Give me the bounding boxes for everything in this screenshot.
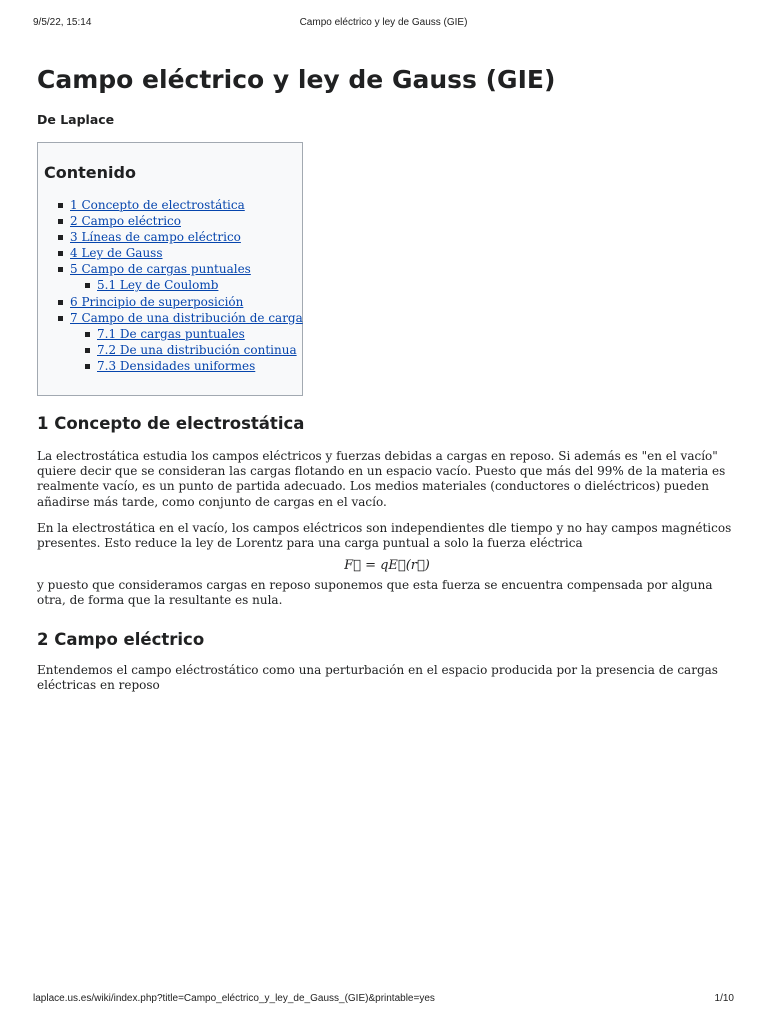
bullet-icon <box>58 267 63 272</box>
toc-item <box>44 229 302 245</box>
toc-item <box>44 261 302 277</box>
toc-link-coulomb[interactable]: 5.1 Ley de Coulomb <box>97 278 219 293</box>
bullet-icon <box>58 251 63 256</box>
toc-subitem <box>44 358 302 374</box>
toc-link-cargas-puntuales[interactable]: 7.1 De cargas puntuales <box>97 326 245 341</box>
paragraph: La electrostática estudia los campos eléctricos y fuerzas debidas a cargas en reposo. Si además es "en el vacío" quiere decir que se consideran las cargas flotando en un espacio vacío. Puesto que más del 99% de la materia es realmente vacío, es un punto de partida adecuado. Los medios materiales (conductores o dieléctricos) pueden añadirse más tarde, como conjunto de cargas en el vacío. <box>37 449 726 509</box>
lorentz-formula: F⃗ = qE⃗(r⃗) <box>344 558 430 574</box>
print-url: laplace.us.es/wiki/index.php?title=Campo_eléctrico_y_ley_de_Gauss_(GIE)&printable=yes <box>33 993 435 1004</box>
section-heading-concepto: 1 Concepto de electrostática <box>37 414 305 433</box>
toc-link-continua[interactable]: 7.2 De una distribución continua <box>97 342 297 357</box>
toc-subitem <box>44 326 302 342</box>
toc-link-puntuales[interactable]: 5 Campo de cargas puntuales <box>70 262 251 277</box>
paragraph: En la electrostática en el vacío, los campos eléctricos son independientes dle tiempo y no hay campos magnéticos presentes. Esto reduce la ley de Lorentz para una carga puntual a solo la fuerza eléctrica <box>37 520 732 551</box>
toc-link-superposicion[interactable]: 6 Principio de superposición <box>70 294 244 309</box>
toc-subitem <box>44 342 302 358</box>
bullet-icon <box>58 316 63 321</box>
toc-list <box>44 197 302 374</box>
toc-item <box>44 213 302 229</box>
bullet-icon <box>58 219 63 224</box>
page-number: 1/10 <box>714 993 734 1004</box>
page-title: Campo eléctrico y ley de Gauss (GIE) <box>37 65 556 94</box>
bullet-icon <box>85 332 90 337</box>
toc-item <box>44 197 302 213</box>
bullet-icon <box>85 364 90 369</box>
bullet-icon <box>58 300 63 305</box>
print-header <box>33 17 734 31</box>
print-date: 9/5/22, 15:14 <box>33 17 92 28</box>
toc-heading: Contenido <box>44 163 136 182</box>
toc-link-uniformes[interactable]: 7.3 Densidades uniformes <box>97 358 256 373</box>
toc-link-lineas[interactable]: 3 Líneas de campo eléctrico <box>70 230 241 245</box>
bullet-icon <box>85 348 90 353</box>
toc-link-concepto[interactable]: 1 Concepto de electrostática <box>70 198 245 212</box>
bullet-icon <box>85 283 90 288</box>
toc-item <box>44 310 302 326</box>
toc-item <box>44 245 302 261</box>
toc-link-gauss[interactable]: 4 Ley de Gauss <box>70 246 163 261</box>
bullet-icon <box>58 235 63 240</box>
toc-subitem <box>44 277 302 293</box>
paragraph: Entendemos el campo eléctrostático como una perturbación en el espacio producida por la presencia de cargas eléctricas en reposo <box>37 662 718 692</box>
article-content <box>37 62 737 693</box>
print-footer <box>33 993 734 1007</box>
print-title: Campo eléctrico y ley de Gauss (GIE) <box>299 17 468 28</box>
page-subtitle: De Laplace <box>37 112 115 127</box>
paragraph: y puesto que consideramos cargas en reposo suponemos que esta fuerza se encuentra compensada por alguna otra, de forma que la resultante es nula. <box>37 578 713 608</box>
toc-item <box>44 294 302 310</box>
toc-link-distribucion[interactable]: 7 Campo de una distribución de carga <box>70 310 303 325</box>
table-of-contents <box>37 142 303 396</box>
section-heading-campo: 2 Campo eléctrico <box>37 629 205 649</box>
bullet-icon <box>58 203 63 208</box>
toc-link-campo[interactable]: 2 Campo eléctrico <box>70 214 181 229</box>
